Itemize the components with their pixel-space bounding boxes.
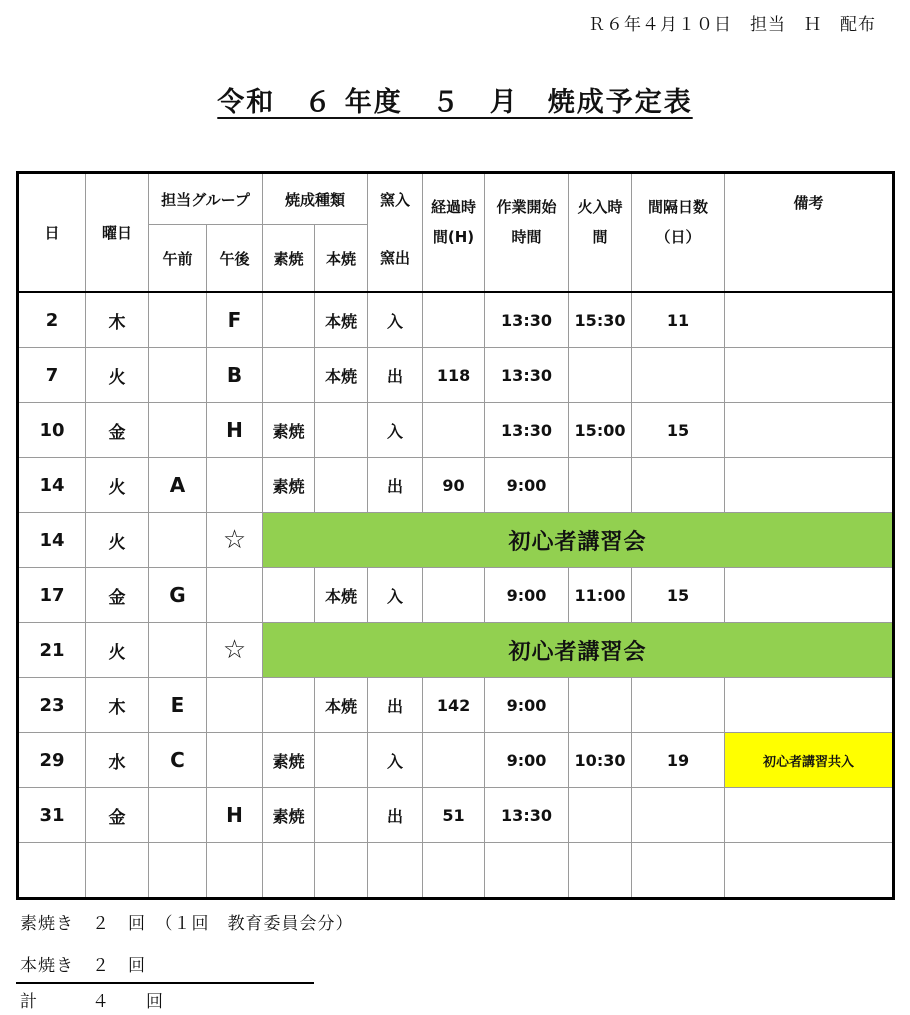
header-fire-time <box>569 173 632 293</box>
cell-interval: 15 <box>632 568 725 623</box>
cell-start-time: 13:30 <box>485 348 569 403</box>
cell-day: 2 <box>18 292 86 348</box>
table-row <box>18 348 894 403</box>
cell-weekday: 木 <box>86 678 149 733</box>
firing-schedule-table <box>16 171 895 900</box>
header-interval-days <box>632 173 725 293</box>
cell-am-group <box>149 623 207 678</box>
cell-pm-group <box>207 568 263 623</box>
cell-bisque <box>263 292 315 348</box>
cell-glaze <box>315 733 368 788</box>
cell-kiln-in-out: 入 <box>368 403 423 458</box>
cell-note <box>725 458 894 513</box>
cell-note <box>725 788 894 843</box>
table-row-event <box>18 623 894 678</box>
star-icon: ☆ <box>207 513 263 568</box>
header-interval-line2: （日） <box>655 228 701 246</box>
table-row <box>18 458 894 513</box>
summary-divider <box>16 982 314 984</box>
cell-fire-time: 11:00 <box>569 568 632 623</box>
cell-kiln-in-out <box>368 843 423 899</box>
cell-day: 10 <box>18 403 86 458</box>
cell-am-group <box>149 843 207 899</box>
page-title: 令和 ６ 年度 ５ 月 焼成予定表 <box>217 87 693 118</box>
cell-interval <box>632 348 725 403</box>
cell-note <box>725 843 894 899</box>
cell-weekday <box>86 843 149 899</box>
cell-am-group <box>149 403 207 458</box>
table-row <box>18 403 894 458</box>
header-start-line2: 時間 <box>511 228 542 246</box>
cell-start-time: 9:00 <box>485 678 569 733</box>
cell-am-group <box>149 513 207 568</box>
cell-note <box>725 568 894 623</box>
cell-glaze <box>315 788 368 843</box>
table-row <box>18 292 894 348</box>
cell-note <box>725 348 894 403</box>
cell-am-group: C <box>149 733 207 788</box>
cell-elapsed: 118 <box>423 348 485 403</box>
header-day: 日 <box>18 173 86 293</box>
total-count-line: 計 ４ 回 <box>20 992 164 1012</box>
header-interval-line1: 間隔日数 <box>648 198 709 216</box>
header-pm: 午後 <box>207 225 263 293</box>
joint-loading-note: 初心者講習共入 <box>725 733 894 788</box>
cell-pm-group: F <box>207 292 263 348</box>
header-notes: 備考 <box>725 173 894 293</box>
table-row-empty <box>18 843 894 899</box>
cell-interval <box>632 788 725 843</box>
table-row <box>18 678 894 733</box>
cell-kiln-in-out: 出 <box>368 788 423 843</box>
cell-elapsed: 142 <box>423 678 485 733</box>
cell-kiln-in-out: 入 <box>368 733 423 788</box>
cell-day: 31 <box>18 788 86 843</box>
cell-weekday: 火 <box>86 623 149 678</box>
cell-am-group <box>149 348 207 403</box>
cell-interval: 15 <box>632 403 725 458</box>
cell-elapsed <box>423 733 485 788</box>
cell-am-group: G <box>149 568 207 623</box>
cell-day: 14 <box>18 513 86 568</box>
cell-bisque <box>263 348 315 403</box>
cell-interval <box>632 678 725 733</box>
cell-day: 17 <box>18 568 86 623</box>
cell-pm-group <box>207 678 263 733</box>
header-elapsed-line2: 間(H) <box>432 228 475 246</box>
cell-bisque: 素焼 <box>263 403 315 458</box>
table-row <box>18 568 894 623</box>
cell-fire-time <box>569 678 632 733</box>
header-group: 担当グループ <box>149 173 263 225</box>
header-am: 午前 <box>149 225 207 293</box>
table-row <box>18 788 894 843</box>
cell-glaze <box>315 458 368 513</box>
cell-glaze: 本焼 <box>315 348 368 403</box>
cell-fire-time: 10:30 <box>569 733 632 788</box>
cell-kiln-in-out: 出 <box>368 678 423 733</box>
header-kiln-in: 窯入 <box>380 191 411 209</box>
cell-weekday: 火 <box>86 513 149 568</box>
cell-fire-time <box>569 458 632 513</box>
cell-elapsed: 51 <box>423 788 485 843</box>
cell-interval <box>632 458 725 513</box>
cell-bisque <box>263 678 315 733</box>
beginner-workshop-banner: 初心者講習会 <box>263 623 894 678</box>
cell-pm-group <box>207 843 263 899</box>
header-fire-line1: 火入時 <box>577 198 623 216</box>
cell-elapsed <box>423 403 485 458</box>
cell-note <box>725 678 894 733</box>
cell-day: 21 <box>18 623 86 678</box>
cell-glaze: 本焼 <box>315 568 368 623</box>
distribution-date-line: Ｒ６年４月１０日 担当 Ｈ 配布 <box>588 15 876 35</box>
cell-fire-time: 15:00 <box>569 403 632 458</box>
cell-bisque: 素焼 <box>263 733 315 788</box>
cell-bisque <box>263 843 315 899</box>
cell-weekday: 水 <box>86 733 149 788</box>
header-firing-type: 焼成種類 <box>263 173 368 225</box>
header-start-line1: 作業開始 <box>496 198 557 216</box>
cell-day: 29 <box>18 733 86 788</box>
cell-weekday: 火 <box>86 348 149 403</box>
header-bisque: 素焼 <box>263 225 315 293</box>
cell-start-time: 13:30 <box>485 292 569 348</box>
cell-weekday: 木 <box>86 292 149 348</box>
cell-glaze: 本焼 <box>315 292 368 348</box>
cell-am-group: E <box>149 678 207 733</box>
glaze-count-line: 本焼き ２ 回 <box>20 956 146 976</box>
cell-elapsed <box>423 568 485 623</box>
table-row-event <box>18 513 894 568</box>
cell-weekday: 金 <box>86 403 149 458</box>
table-row <box>18 733 894 788</box>
header-kiln-out: 窯出 <box>380 249 411 267</box>
cell-elapsed: 90 <box>423 458 485 513</box>
cell-pm-group: H <box>207 788 263 843</box>
cell-fire-time <box>569 348 632 403</box>
cell-kiln-in-out: 入 <box>368 292 423 348</box>
cell-kiln-in-out: 入 <box>368 568 423 623</box>
cell-elapsed <box>423 292 485 348</box>
cell-pm-group <box>207 458 263 513</box>
cell-start-time: 13:30 <box>485 788 569 843</box>
cell-am-group <box>149 292 207 348</box>
cell-start-time: 9:00 <box>485 568 569 623</box>
cell-bisque: 素焼 <box>263 788 315 843</box>
cell-pm-group: H <box>207 403 263 458</box>
bisque-count-line: 素焼き ２ 回 （１回 教育委員会分） <box>20 914 354 934</box>
cell-weekday: 金 <box>86 568 149 623</box>
cell-am-group: A <box>149 458 207 513</box>
cell-weekday: 金 <box>86 788 149 843</box>
cell-pm-group <box>207 733 263 788</box>
cell-start-time: 9:00 <box>485 458 569 513</box>
cell-day: 23 <box>18 678 86 733</box>
cell-interval <box>632 843 725 899</box>
cell-bisque: 素焼 <box>263 458 315 513</box>
header-elapsed <box>423 173 485 293</box>
cell-bisque <box>263 568 315 623</box>
header-start-time <box>485 173 569 293</box>
cell-start-time: 9:00 <box>485 733 569 788</box>
cell-day <box>18 843 86 899</box>
cell-glaze <box>315 843 368 899</box>
cell-fire-time: 15:30 <box>569 292 632 348</box>
cell-elapsed <box>423 843 485 899</box>
cell-weekday: 火 <box>86 458 149 513</box>
beginner-workshop-banner: 初心者講習会 <box>263 513 894 568</box>
cell-interval: 11 <box>632 292 725 348</box>
cell-kiln-in-out: 出 <box>368 458 423 513</box>
cell-start-time <box>485 843 569 899</box>
cell-start-time: 13:30 <box>485 403 569 458</box>
cell-pm-group: B <box>207 348 263 403</box>
cell-day: 14 <box>18 458 86 513</box>
header-fire-line2: 間 <box>592 228 608 246</box>
cell-kiln-in-out: 出 <box>368 348 423 403</box>
header-weekday: 曜日 <box>86 173 149 293</box>
cell-am-group <box>149 788 207 843</box>
page-title-container <box>0 80 910 119</box>
cell-note <box>725 403 894 458</box>
cell-glaze: 本焼 <box>315 678 368 733</box>
cell-fire-time <box>569 788 632 843</box>
cell-glaze <box>315 403 368 458</box>
header-glaze: 本焼 <box>315 225 368 293</box>
star-icon: ☆ <box>207 623 263 678</box>
header-elapsed-line1: 経過時 <box>431 198 477 216</box>
cell-note <box>725 292 894 348</box>
cell-interval: 19 <box>632 733 725 788</box>
cell-day: 7 <box>18 348 86 403</box>
cell-fire-time <box>569 843 632 899</box>
header-kiln-in-out <box>368 173 423 293</box>
